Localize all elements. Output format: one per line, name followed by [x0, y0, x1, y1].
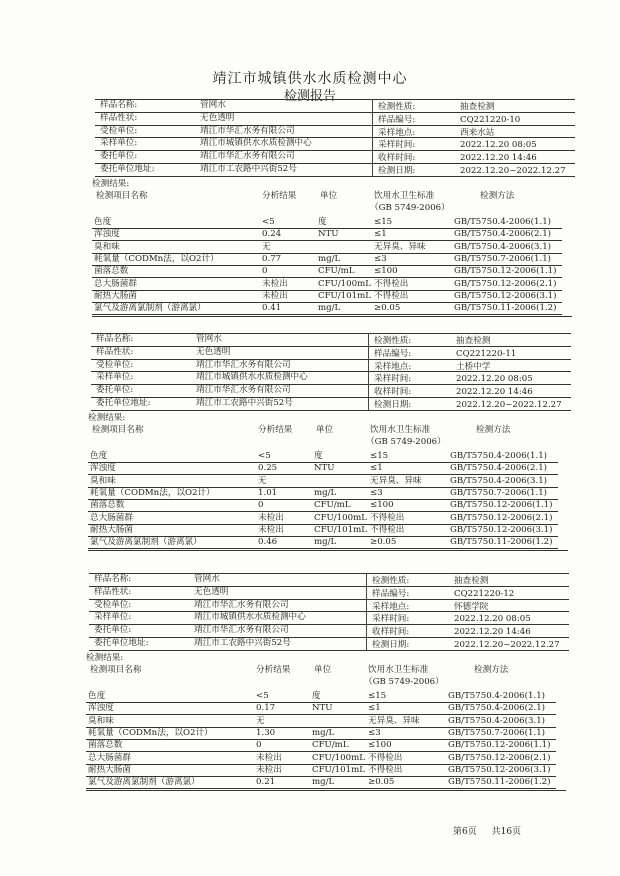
cell-item: 色度 — [88, 691, 106, 701]
col-header-standard-code: （GB 5749-2006） — [366, 437, 446, 447]
cell-method: GB/T5750.4-2006(1.1) — [450, 451, 548, 461]
cell-unit: CFU/100mL — [314, 512, 367, 523]
cell-standard: ≤15 — [370, 451, 389, 461]
info-label-client-address: 委托单位地址: — [96, 398, 151, 408]
info-rule — [89, 650, 569, 651]
cell-item: 色度 — [94, 217, 112, 227]
col-header-result: 分析结果 — [256, 665, 291, 675]
cell-method: GB/T5750.12-2006(1.1) — [454, 266, 557, 277]
info-rule — [89, 611, 569, 612]
info-label-test-date: 检测日期: — [378, 166, 416, 176]
page-number: 第6页 — [453, 827, 477, 837]
cell-unit: CFU/mL — [318, 266, 355, 277]
col-header-unit: 单位 — [316, 425, 334, 435]
cell-standard: 无异臭、异味 — [368, 715, 420, 726]
cell-method: GB/T5750.12-2006(1.1) — [448, 740, 551, 751]
cell-item: 臭和味 — [88, 715, 114, 726]
cell-standard: 不得检出 — [368, 752, 403, 763]
info-label-sampling-unit: 采样单位: — [100, 138, 138, 149]
info-rule — [89, 637, 569, 638]
info-label-client-unit: 委托单位: — [96, 385, 134, 396]
cell-item: 氯气及游离氯制剂（游离氯） — [88, 777, 200, 788]
info-value-sampling-site: 土桥中学 — [456, 361, 491, 372]
info-value-sample-name: 管网水 — [200, 100, 226, 110]
cell-standard: ≤1 — [368, 703, 381, 714]
info-value-test-date: 2022.12.20~2022.12.27 — [460, 166, 566, 176]
info-label-client-unit: 委托单位: — [100, 151, 138, 162]
cell-method: GB/T5750.4-2006(2.1) — [454, 229, 552, 240]
cell-unit: 度 — [318, 217, 327, 227]
cell-method: GB/T5750.12-2006(3.1) — [450, 524, 553, 535]
info-label-inspected-unit: 受检单位: — [100, 125, 138, 136]
cell-unit: mg/L — [312, 777, 335, 788]
results-label: 检测结果: — [86, 653, 124, 663]
cell-result: 未检出 — [256, 752, 282, 763]
cell-item: 臭和味 — [94, 241, 120, 252]
cell-result: 未检出 — [262, 278, 288, 289]
info-value-receive-time: 2022.12.20 14:46 — [460, 153, 537, 164]
cell-standard: ≤1 — [370, 463, 383, 474]
info-value-sampling-time: 2022.12.20 08:05 — [460, 140, 537, 151]
cell-standard: 不得检出 — [374, 290, 409, 301]
cell-item: 耐热大肠菌 — [94, 290, 137, 301]
cell-result: 0.77 — [262, 253, 282, 264]
col-header-item: 检测项目名称 — [90, 665, 142, 675]
col-header-standard: 饮用水卫生标准 — [374, 191, 435, 201]
results-label: 检测结果: — [92, 179, 130, 189]
col-header-standard: 饮用水卫生标准 — [368, 665, 429, 675]
cell-result: 1.30 — [256, 727, 276, 738]
info-rule — [91, 371, 571, 372]
info-divider — [366, 573, 367, 650]
cell-unit: NTU — [318, 229, 339, 240]
cell-item: 色度 — [90, 451, 108, 461]
cell-standard: ≤1 — [374, 229, 387, 240]
cell-method: GB/T5750.12-2006(3.1) — [454, 290, 557, 301]
info-rule — [95, 112, 575, 113]
cell-method: GB/T5750.4-2006(2.1) — [448, 703, 546, 714]
info-value-sample-name: 管网水 — [196, 334, 222, 344]
cell-item: 总大肠菌群 — [90, 512, 133, 523]
info-label-sampling-time: 采样时间: — [372, 614, 410, 625]
info-label-receive-time: 收样时间: — [378, 153, 416, 164]
info-value-test-date: 2022.12.20~2022.12.27 — [456, 400, 562, 410]
cell-unit: mg/L — [318, 303, 341, 314]
info-label-sample-no: 样品编号: — [372, 588, 410, 599]
info-label-sample-nature: 样品性状: — [94, 586, 132, 597]
cell-result: 0.21 — [256, 777, 276, 788]
cell-method: GB/T5750.7-2006(1.1) — [450, 487, 548, 498]
info-rule — [95, 176, 575, 177]
cell-result: <5 — [262, 217, 275, 227]
col-header-method: 检测方法 — [474, 665, 509, 675]
cell-item: 氯气及游离氯制剂（游离氯） — [90, 537, 202, 548]
info-rule — [95, 163, 575, 164]
cell-item: 耐热大肠菌 — [88, 764, 131, 775]
cell-method: GB/T5750.11-2006(1.2) — [450, 537, 553, 548]
cell-unit: CFU/mL — [314, 500, 351, 511]
cell-method: GB/T5750.12-2006(3.1) — [448, 764, 551, 775]
cell-method: GB/T5750.7-2006(1.1) — [448, 727, 546, 738]
cell-standard: 无异臭、异味 — [374, 241, 426, 252]
cell-result: 1.01 — [258, 487, 278, 498]
info-value-sample-nature: 无色透明 — [200, 112, 235, 123]
cell-result: 0 — [258, 500, 264, 511]
info-value-sample-nature: 无色透明 — [194, 586, 229, 597]
cell-unit: mg/L — [314, 487, 337, 498]
col-header-method: 检测方法 — [480, 191, 515, 201]
info-label-test-nature: 检测性质: — [378, 102, 416, 112]
info-label-sampling-site: 采样地点: — [378, 127, 416, 138]
info-label-client-unit: 委托单位: — [94, 625, 132, 636]
info-label-client-address: 委托单位地址: — [94, 638, 149, 648]
cell-standard: ≤15 — [368, 691, 387, 701]
info-label-test-nature: 检测性质: — [372, 576, 410, 586]
info-rule — [89, 624, 569, 625]
info-value-client-address: 靖江市工农路中兴街52号 — [200, 164, 297, 174]
info-value-receive-time: 2022.12.20 14:46 — [454, 627, 531, 638]
col-header-standard-code: （GB 5749-2006） — [370, 203, 450, 213]
cell-result: <5 — [258, 451, 271, 461]
cell-standard: ≥0.05 — [374, 303, 401, 314]
info-value-test-date: 2022.12.20~2022.12.27 — [454, 640, 560, 650]
section-bottom-rule — [92, 316, 572, 317]
cell-method: GB/T5750.4-2006(1.1) — [454, 217, 552, 227]
info-label-sample-name: 样品名称: — [96, 334, 134, 344]
cell-item: 浑浊度 — [94, 229, 120, 240]
info-label-client-address: 委托单位地址: — [100, 164, 155, 174]
cell-method: GB/T5750.4-2006(1.1) — [448, 691, 546, 701]
cell-item: 耗氧量（CODMn法，以O2计） — [88, 727, 213, 738]
cell-standard: 无异臭、异味 — [370, 475, 422, 486]
results-label: 检测结果: — [88, 413, 126, 423]
row-rule — [86, 788, 556, 789]
cell-unit: mg/L — [312, 727, 335, 738]
cell-result: 0.17 — [256, 703, 276, 714]
info-label-sampling-site: 采样地点: — [372, 601, 410, 612]
info-value-client-address: 靖江市工农路中兴街52号 — [194, 638, 291, 648]
info-value-client-unit: 靖江市华汇水务有限公司 — [194, 625, 289, 636]
cell-item: 菌落总数 — [90, 500, 125, 511]
info-value-test-nature: 抽查检测 — [456, 336, 491, 346]
info-label-inspected-unit: 受检单位: — [94, 599, 132, 610]
cell-unit: CFU/101mL — [314, 524, 367, 535]
cell-result: 未检出 — [258, 524, 284, 535]
cell-method: GB/T5750.4-2006(3.1) — [450, 475, 548, 486]
cell-standard: ≤3 — [374, 253, 387, 264]
info-value-inspected-unit: 靖江市华汇水务有限公司 — [196, 359, 291, 370]
info-label-test-date: 检测日期: — [372, 640, 410, 650]
info-value-test-nature: 抽查检测 — [460, 102, 495, 112]
cell-item: 菌落总数 — [94, 266, 129, 277]
cell-result: 0 — [262, 266, 268, 277]
cell-unit: 度 — [314, 451, 323, 461]
info-value-inspected-unit: 靖江市华汇水务有限公司 — [200, 125, 295, 136]
info-value-sample-name: 管网水 — [194, 574, 220, 584]
cell-result: 0.41 — [262, 303, 282, 314]
info-rule — [89, 573, 569, 574]
section-bottom-rule — [88, 550, 568, 551]
cell-result: 0 — [256, 740, 262, 751]
cell-item: 总大肠菌群 — [94, 278, 137, 289]
cell-method: GB/T5750.11-2006(1.2) — [454, 303, 557, 314]
info-rule — [91, 410, 571, 411]
info-label-receive-time: 收样时间: — [372, 627, 410, 638]
cell-result: 无 — [262, 241, 271, 252]
cell-standard: 不得检出 — [370, 524, 405, 535]
cell-method: GB/T5750.4-2006(3.1) — [448, 715, 546, 726]
col-header-item: 检测项目名称 — [92, 425, 144, 435]
cell-standard: ≤100 — [374, 266, 398, 277]
info-label-sampling-time: 采样时间: — [374, 374, 412, 385]
info-value-sampling-time: 2022.12.20 08:05 — [454, 614, 531, 625]
info-label-sample-no: 样品编号: — [378, 114, 416, 125]
cell-unit: NTU — [314, 463, 335, 474]
cell-unit: 度 — [312, 691, 321, 701]
col-header-item: 检测项目名称 — [96, 191, 148, 201]
cell-result: 未检出 — [258, 512, 284, 523]
cell-unit: CFU/100mL — [312, 752, 365, 763]
info-label-sample-nature: 样品性状: — [96, 346, 134, 357]
info-value-receive-time: 2022.12.20 14:46 — [456, 387, 533, 398]
info-rule — [95, 125, 575, 126]
info-label-test-nature: 检测性质: — [374, 336, 412, 346]
info-rule — [95, 137, 575, 138]
cell-standard: ≥0.05 — [370, 537, 397, 548]
cell-result: 未检出 — [262, 290, 288, 301]
info-value-sampling-site: 怀德学院 — [454, 601, 489, 612]
info-value-client-unit: 靖江市华汇水务有限公司 — [200, 151, 295, 162]
cell-unit: NTU — [312, 703, 333, 714]
info-rule — [91, 333, 571, 334]
cell-method: GB/T5750.12-2006(2.1) — [450, 512, 553, 523]
cell-item: 菌落总数 — [88, 740, 123, 751]
row-rule — [88, 548, 558, 549]
col-header-standard-code: （GB 5749-2006） — [364, 677, 444, 687]
info-value-sample-no: CQ221220-10 — [460, 114, 521, 125]
cell-unit: CFU/100mL — [318, 278, 371, 289]
info-value-sample-nature: 无色透明 — [196, 346, 231, 357]
info-label-test-date: 检测日期: — [374, 400, 412, 410]
info-divider — [368, 333, 369, 410]
info-label-sample-no: 样品编号: — [374, 348, 412, 359]
col-header-result: 分析结果 — [262, 191, 297, 201]
cell-result: 无 — [256, 715, 265, 726]
info-value-client-address: 靖江市工农路中兴街52号 — [196, 398, 293, 408]
cell-item: 耗氧量（CODMn法，以O2计） — [90, 487, 215, 498]
info-rule — [89, 599, 569, 600]
info-value-sampling-site: 西来水站 — [460, 127, 495, 138]
info-label-sampling-unit: 采样单位: — [96, 372, 134, 383]
cell-item: 浑浊度 — [88, 703, 114, 714]
info-rule — [91, 384, 571, 385]
col-header-method: 检测方法 — [476, 425, 511, 435]
info-label-sampling-time: 采样时间: — [378, 140, 416, 151]
info-divider — [372, 99, 373, 176]
cell-standard: ≥0.05 — [368, 777, 395, 788]
info-value-client-unit: 靖江市华汇水务有限公司 — [196, 385, 291, 396]
info-rule — [95, 150, 575, 151]
info-label-sample-name: 样品名称: — [94, 574, 132, 584]
page-total: 共16页 — [491, 827, 522, 837]
cell-method: GB/T5750.12-2006(2.1) — [448, 752, 551, 763]
cell-result: 0.24 — [262, 229, 282, 240]
info-rule — [91, 397, 571, 398]
cell-method: GB/T5750.4-2006(2.1) — [450, 463, 548, 474]
info-rule — [95, 99, 575, 100]
cell-standard: ≤3 — [370, 487, 383, 498]
info-label-sampling-unit: 采样单位: — [94, 612, 132, 623]
doc-title: 检测报告 — [283, 89, 336, 104]
info-value-sample-no: CQ221220-12 — [454, 588, 515, 599]
cell-result: 0.46 — [258, 537, 278, 548]
cell-item: 臭和味 — [90, 475, 116, 486]
cell-item: 浑浊度 — [90, 463, 116, 474]
cell-result: <5 — [256, 691, 269, 701]
cell-method: GB/T5750.12-2006(2.1) — [454, 278, 557, 289]
cell-standard: ≤100 — [368, 740, 392, 751]
cell-standard: ≤3 — [368, 727, 381, 738]
cell-result: 0.25 — [258, 463, 278, 474]
info-label-receive-time: 收样时间: — [374, 387, 412, 398]
cell-unit: CFU/101mL — [318, 290, 371, 301]
info-value-sampling-time: 2022.12.20 08:05 — [456, 374, 533, 385]
info-label-sampling-site: 采样地点: — [374, 361, 412, 372]
cell-item: 总大肠菌群 — [88, 752, 131, 763]
cell-method: GB/T5750.11-2006(1.2) — [448, 777, 551, 788]
info-value-sampling-unit: 靖江市城镇供水水质检测中心 — [196, 372, 308, 383]
page-footer — [453, 824, 533, 837]
cell-method: GB/T5750.4-2006(3.1) — [454, 241, 552, 252]
info-value-inspected-unit: 靖江市华汇水务有限公司 — [194, 599, 289, 610]
cell-standard: 不得检出 — [374, 278, 409, 289]
cell-result: 未检出 — [256, 764, 282, 775]
cell-item: 氯气及游离氯制剂（游离氯） — [94, 303, 206, 314]
org-title: 靖江市城镇供水水质检测中心 — [212, 71, 408, 87]
col-header-unit: 单位 — [314, 665, 332, 675]
cell-item: 耗氧量（CODMn法，以O2计） — [94, 253, 219, 264]
cell-standard: ≤15 — [374, 217, 393, 227]
cell-unit: mg/L — [318, 253, 341, 264]
cell-unit: mg/L — [314, 537, 337, 548]
col-header-unit: 单位 — [320, 191, 338, 201]
cell-item: 耐热大肠菌 — [90, 524, 133, 535]
cell-unit: CFU/mL — [312, 740, 349, 751]
info-value-test-nature: 抽查检测 — [454, 576, 489, 586]
info-label-sample-name: 样品名称: — [100, 100, 138, 110]
info-value-sample-no: CQ221220-11 — [456, 348, 517, 359]
cell-standard: 不得检出 — [370, 512, 405, 523]
cell-standard: ≤100 — [370, 500, 394, 511]
col-header-result: 分析结果 — [258, 425, 293, 435]
cell-result: 无 — [258, 475, 267, 486]
section-bottom-rule — [86, 790, 566, 791]
seal-edge-mark — [612, 420, 620, 430]
info-rule — [89, 586, 569, 587]
info-label-inspected-unit: 受检单位: — [96, 359, 134, 370]
info-value-sampling-unit: 靖江市城镇供水水质检测中心 — [200, 138, 312, 149]
info-label-sample-nature: 样品性状: — [100, 112, 138, 123]
row-rule — [92, 314, 562, 315]
info-rule — [91, 346, 571, 347]
cell-method: GB/T5750.7-2006(1.1) — [454, 253, 552, 264]
cell-standard: 不得检出 — [368, 764, 403, 775]
info-rule — [91, 359, 571, 360]
col-header-standard: 饮用水卫生标准 — [370, 425, 431, 435]
cell-unit: CFU/101mL — [312, 764, 365, 775]
info-value-sampling-unit: 靖江市城镇供水水质检测中心 — [194, 612, 306, 623]
cell-method: GB/T5750.12-2006(1.1) — [450, 500, 553, 511]
